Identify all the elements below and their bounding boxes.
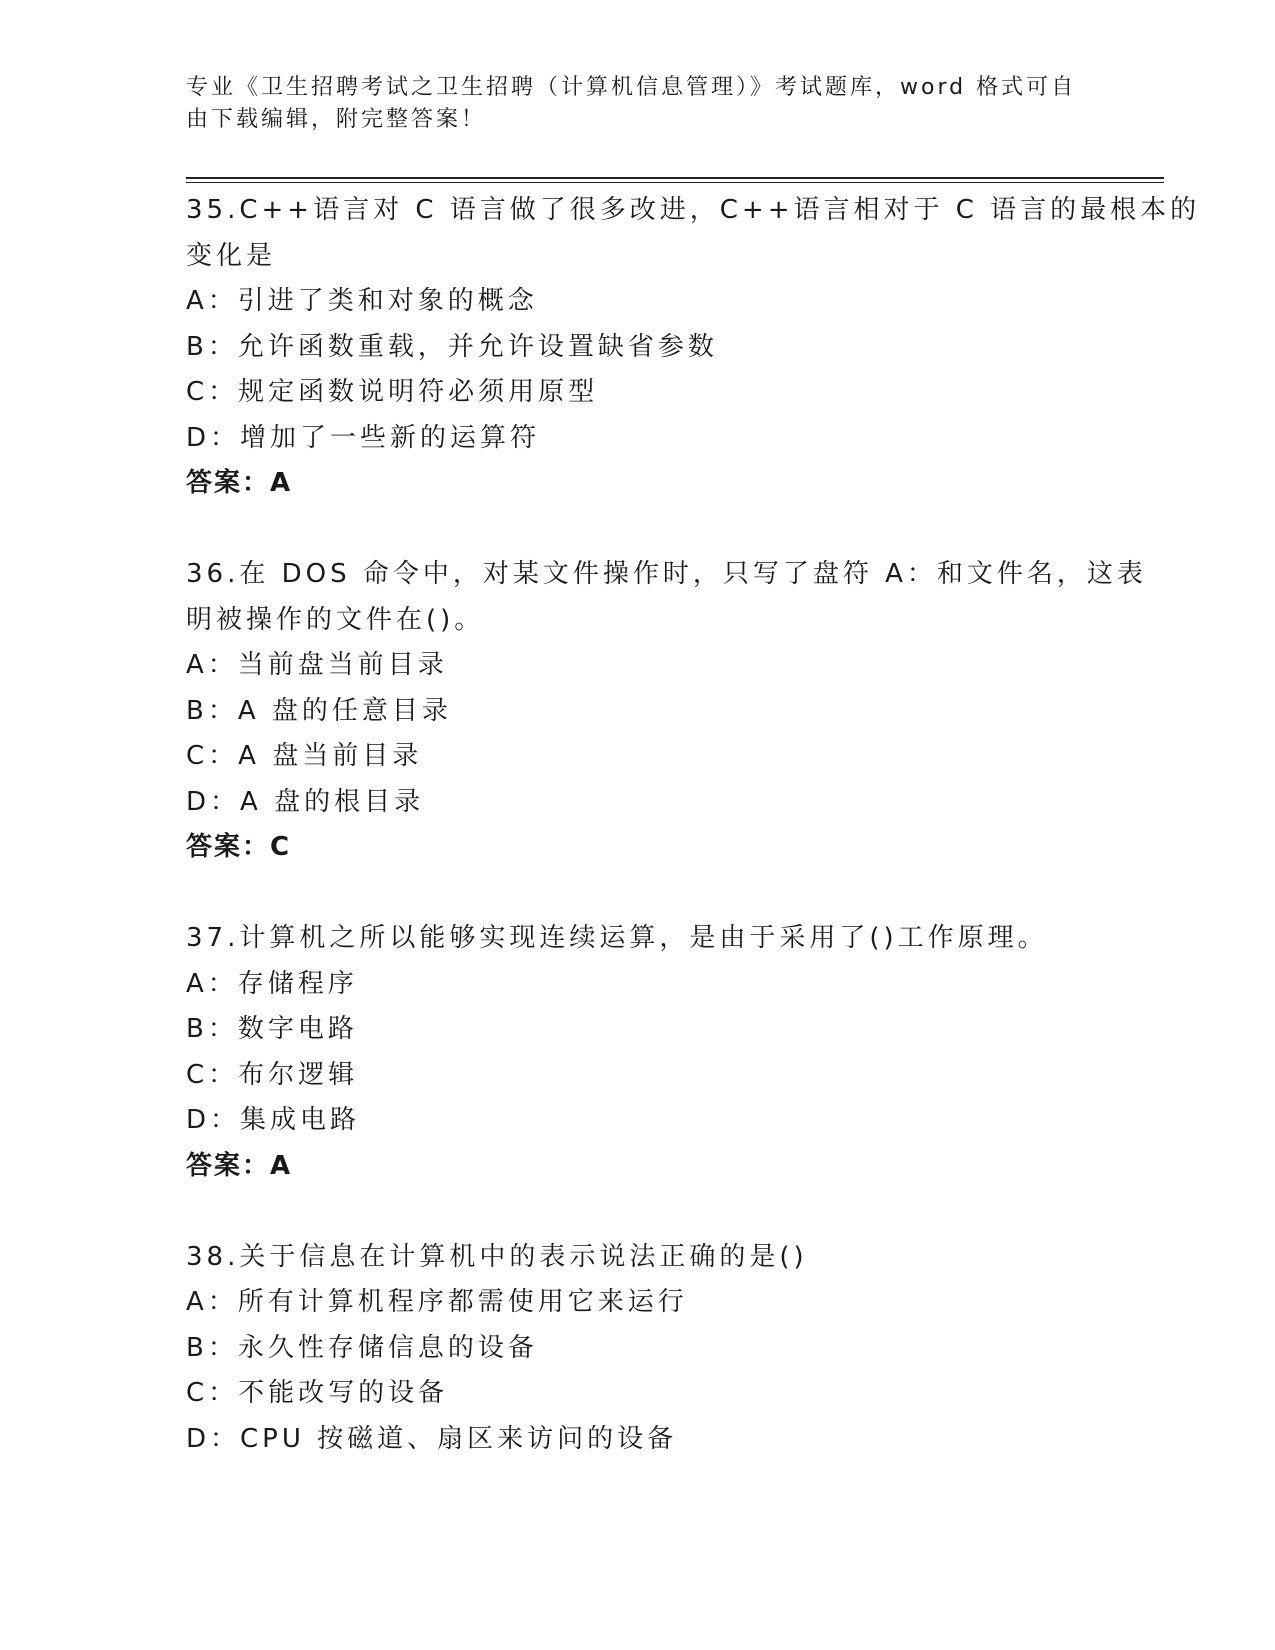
question-35 xyxy=(186,188,1201,507)
option-a: A：当前盘当前目录 xyxy=(186,650,448,680)
option-b: B：允许函数重载，并允许设置缺省参数 xyxy=(186,331,718,362)
option-b: B：数字电路 xyxy=(186,1014,358,1044)
question-36 xyxy=(186,552,1147,871)
header-divider-thin xyxy=(186,182,1164,183)
option-c: C：不能改写的设备 xyxy=(186,1378,449,1408)
option-d: D：CPU 按磁道、扇区来访问的设备 xyxy=(186,1423,678,1454)
question-37 xyxy=(186,916,1086,1189)
option-c: C：A 盘当前目录 xyxy=(186,741,423,771)
question-list xyxy=(186,188,1201,1508)
header-divider-thick xyxy=(186,177,1164,179)
option-a: A：引进了类和对象的概念 xyxy=(186,286,538,316)
option-a: A：所有计算机程序都需使用它来运行 xyxy=(186,1287,688,1317)
header-line: 由下载编辑，附完整答案！ xyxy=(186,107,487,132)
question-stem: 38.关于信息在计算机中的表示说法正确的是() xyxy=(186,1241,808,1272)
answer-label: 答案：A xyxy=(186,1150,293,1181)
option-b: B：A 盘的任意目录 xyxy=(186,695,452,726)
option-c: C：规定函数说明符必须用原型 xyxy=(186,377,599,407)
header-line: 专业《卫生招聘考试之卫生招聘（计算机信息管理）》考试题库，word 格式可自 xyxy=(186,75,1077,100)
question-38 xyxy=(186,1235,1086,1463)
option-d: D：A 盘的根目录 xyxy=(186,786,425,817)
question-stem: 35.C++语言对 C 语言做了很多改进，C++语言相对于 C 语言的最根本的 xyxy=(186,195,1201,225)
answer-label: 答案：A xyxy=(186,468,293,498)
question-stem: 36.在 DOS 命令中，对某文件操作时，只写了盘符 A：和文件名，这表 xyxy=(186,559,1147,589)
option-d: D：集成电路 xyxy=(186,1105,361,1135)
option-b: B：永久性存储信息的设备 xyxy=(186,1332,538,1363)
answer-label: 答案：C xyxy=(186,832,292,862)
document-header xyxy=(186,72,1077,136)
option-c: C：布尔逻辑 xyxy=(186,1059,359,1090)
option-d: D：增加了一些新的运算符 xyxy=(186,422,541,453)
question-stem: 37.计算机之所以能够实现连续运算，是由于采用了()工作原理。 xyxy=(186,923,1048,953)
question-stem: 变化是 xyxy=(186,240,277,271)
question-stem: 明被操作的文件在()。 xyxy=(186,604,485,635)
option-a: A：存储程序 xyxy=(186,968,358,999)
